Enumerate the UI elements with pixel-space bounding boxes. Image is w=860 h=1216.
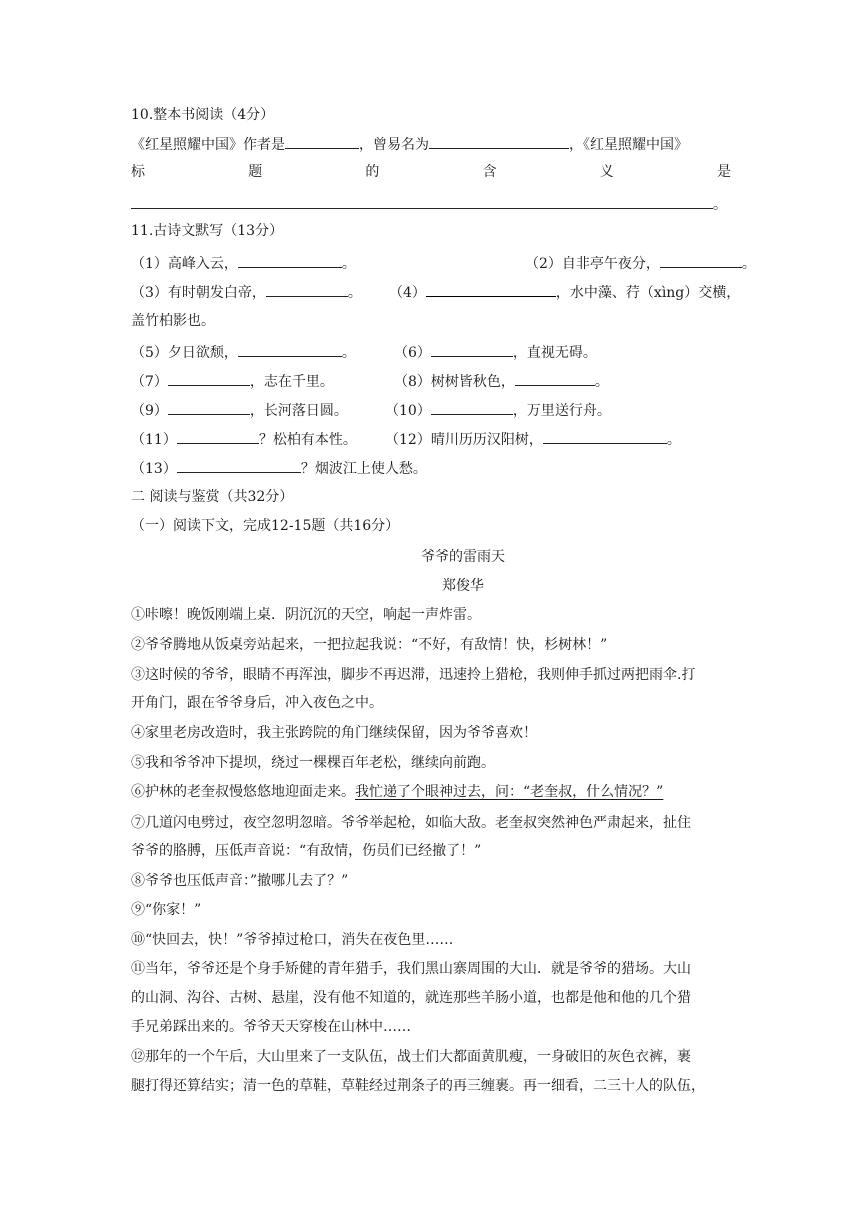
q11-item-4-cont: 盖竹柏影也。 bbox=[131, 313, 215, 329]
q10-former-title-blank[interactable] bbox=[429, 132, 569, 149]
q11-item-2: （2）自非亭午夜分， bbox=[525, 256, 660, 272]
q11-blank-7[interactable] bbox=[168, 369, 250, 386]
paragraph-12-line-2: 腿打得还算结实；清一色的草鞋，草鞋经过荆条子的再三缠裹。再一细看，二三十人的队伍， bbox=[131, 1078, 705, 1094]
paragraph-4: ④家里老房改造时，我主张跨院的角门继续保留，因为爷爷喜欢！ bbox=[131, 725, 537, 741]
q10-line1 bbox=[131, 132, 731, 154]
q10-text-a: 《红星照耀中国》作者是 bbox=[131, 137, 285, 153]
paragraph-11-line-1: ⑪当年，爷爷还是个身手矫健的青年猎手，我们黑山寨周围的大山．就是爷爷的猎场。大山 bbox=[131, 961, 691, 977]
q11-period: 。 bbox=[341, 256, 356, 272]
q11-item-10-label: （10） bbox=[385, 403, 431, 419]
q11-item-4-wrap bbox=[389, 280, 740, 304]
q11-row-3: （5）夕日欲颓， 。 （6） ，直视无碍。 bbox=[131, 340, 731, 362]
q11-row-2: （3）有时朝发白帝， 。 （4） ，水中藻、荇（xìng）交横， bbox=[131, 280, 731, 302]
q11-item-2-wrap: （2）自非亭午夜分， 。 bbox=[525, 251, 756, 275]
q10-end-period: 。 bbox=[713, 197, 727, 213]
q10-word: 标 bbox=[131, 164, 145, 180]
q10-line3 bbox=[131, 192, 731, 214]
q11-item-8: （8）树树皆秋色， bbox=[394, 374, 515, 390]
q10-word: 含 bbox=[482, 164, 497, 180]
paragraph-10: ⑩“快回去，快！”爷爷掉过枪口，消失在夜色里…… bbox=[131, 932, 454, 948]
q11-blank-5[interactable] bbox=[238, 340, 342, 357]
q11-title: 11.古诗文默写（13分） bbox=[131, 223, 284, 239]
q11-item-1: （1）高峰入云， bbox=[131, 256, 238, 272]
q11-item-4-label: （4） bbox=[389, 285, 426, 301]
q11-blank-10[interactable] bbox=[431, 398, 513, 415]
q11-blank-6[interactable] bbox=[431, 340, 513, 357]
paragraph-3-line-1: ③这时候的爷爷，眼睛不再浑浊，脚步不再迟滞，迅速拎上猎枪，我则伸手抓过两把雨伞.打 bbox=[131, 667, 696, 683]
article-title: 爷爷的雷雨天 bbox=[421, 549, 505, 565]
paragraph-6-underlined: 我忙递了个眼神过去，问：“老奎叔，什么情况？” bbox=[355, 784, 664, 800]
paragraph-12-line-1: ⑫那年的一个午后，大山里来了一支队伍，战士们大都面黄肌瘦，一身破旧的灰色衣裤，裹 bbox=[131, 1049, 691, 1065]
paragraph-9: ⑨“你家！” bbox=[131, 902, 202, 918]
q11-item-7-rest: ，志在千里。 bbox=[249, 374, 334, 390]
q11-blank-8[interactable] bbox=[515, 369, 595, 386]
q11-row-5 bbox=[131, 398, 731, 420]
paragraph-6-text: ⑥护林的老奎叔慢悠悠地迎面走来。 bbox=[131, 784, 355, 800]
q11-item-13-rest: ？烟波江上使人愁。 bbox=[300, 461, 427, 477]
q11-item-9-rest: ，长河落日圆。 bbox=[249, 403, 348, 419]
q11-item-12: （12）晴川历历汉阳树， bbox=[385, 432, 543, 448]
paragraph-1: ①咔嚓！晚饭刚端上桌．阴沉沉的天空，响起一声炸雷。 bbox=[131, 607, 481, 623]
q10-meaning-blank[interactable] bbox=[131, 192, 713, 209]
q11-item-6-rest: ，直视无碍。 bbox=[512, 345, 597, 361]
paragraph-8: ⑧爷爷也压低声音：”撤哪儿去了？” bbox=[131, 873, 349, 889]
section2-sub: （一）阅读下文，完成12-15题（共16分） bbox=[131, 518, 400, 534]
q11-row-4 bbox=[131, 369, 731, 391]
q11-blank-12[interactable] bbox=[543, 427, 667, 444]
q11-item-8-wrap: （8）树树皆秋色， 。 bbox=[394, 369, 609, 393]
q11-item-3: （3）有时朝发白帝， bbox=[131, 285, 266, 301]
q10-title: 10.整本书阅读（4分） bbox=[131, 107, 275, 123]
q11-blank-9[interactable] bbox=[168, 398, 250, 415]
paragraph-3-line-2: 开角门，跟在爷爷身后，冲入夜色之中。 bbox=[131, 695, 383, 711]
q10-word: 是 bbox=[716, 164, 731, 180]
q11-blank-11[interactable] bbox=[177, 427, 259, 444]
q11-item-5: （5）夕日欲颓， bbox=[131, 345, 238, 361]
q11-blank-4[interactable] bbox=[426, 280, 556, 297]
q11-row-6 bbox=[131, 427, 731, 449]
section2-title: 二 阅读与鉴赏（共32分） bbox=[131, 489, 294, 505]
q11-blank-3[interactable] bbox=[266, 280, 348, 297]
q10-author-blank[interactable] bbox=[285, 132, 359, 149]
q10-word: 的 bbox=[365, 164, 380, 180]
q11-row-7 bbox=[131, 456, 731, 478]
q11-item-4-rest: ，水中藻、荇（xìng）交横， bbox=[555, 285, 741, 301]
paragraph-6 bbox=[131, 781, 731, 803]
q11-blank-1[interactable] bbox=[238, 251, 342, 268]
q11-item-11-label: （11） bbox=[131, 432, 177, 448]
q11-blank-2[interactable] bbox=[660, 251, 742, 268]
paragraph-5: ⑤我和爷爷冲下提坝，绕过一棵棵百年老松，继续向前跑。 bbox=[131, 755, 495, 771]
q11-item-10-wrap bbox=[385, 398, 611, 422]
q10-text-c: ，《红星照耀中国》 bbox=[569, 137, 688, 153]
q11-row-1 bbox=[131, 251, 756, 273]
paragraph-11-line-3: 手兄弟踩出来的。爷爷天天穿梭在山林中…… bbox=[131, 1019, 411, 1035]
q10-word: 义 bbox=[599, 164, 614, 180]
q11-item-7-label: （7） bbox=[131, 374, 168, 390]
q11-item-11-rest: ？松柏有本性。 bbox=[258, 432, 357, 448]
q11-item-12-wrap: （12）晴川历历汉阳树， 。 bbox=[385, 427, 681, 451]
paragraph-2: ②爷爷腾地从饭桌旁站起来，一把拉起我说：“不好，有敌情！快，杉树林！” bbox=[131, 637, 608, 653]
paragraph-11-line-2: 的山洞、沟谷、古树、悬崖，没有他不知道的，就连那些羊肠小道，也都是他和他的几个猎 bbox=[131, 990, 691, 1006]
q11-item-13-label: （13） bbox=[131, 461, 177, 477]
q11-item-9-label: （9） bbox=[131, 403, 168, 419]
paragraph-7-line-2: 爷爷的胳膊，压低声音说：“有敌情，伤员们已经撤了！” bbox=[131, 843, 482, 859]
q10-line2 bbox=[131, 161, 731, 183]
paragraph-7-line-1: ⑦几道闪电劈过，夜空忽明忽暗。爷爷举起枪，如临大敌。老奎叔突然神色严肃起来，扯住 bbox=[131, 815, 691, 831]
q10-word: 题 bbox=[248, 164, 263, 180]
article-author: 郑俊华 bbox=[442, 578, 484, 594]
q10-text-b: ，曾易名为 bbox=[359, 137, 429, 153]
q11-item-10-rest: ，万里送行舟。 bbox=[512, 403, 611, 419]
q11-item-6-wrap bbox=[394, 340, 597, 364]
q11-blank-13[interactable] bbox=[177, 456, 301, 473]
q11-item-6-label: （6） bbox=[394, 345, 431, 361]
